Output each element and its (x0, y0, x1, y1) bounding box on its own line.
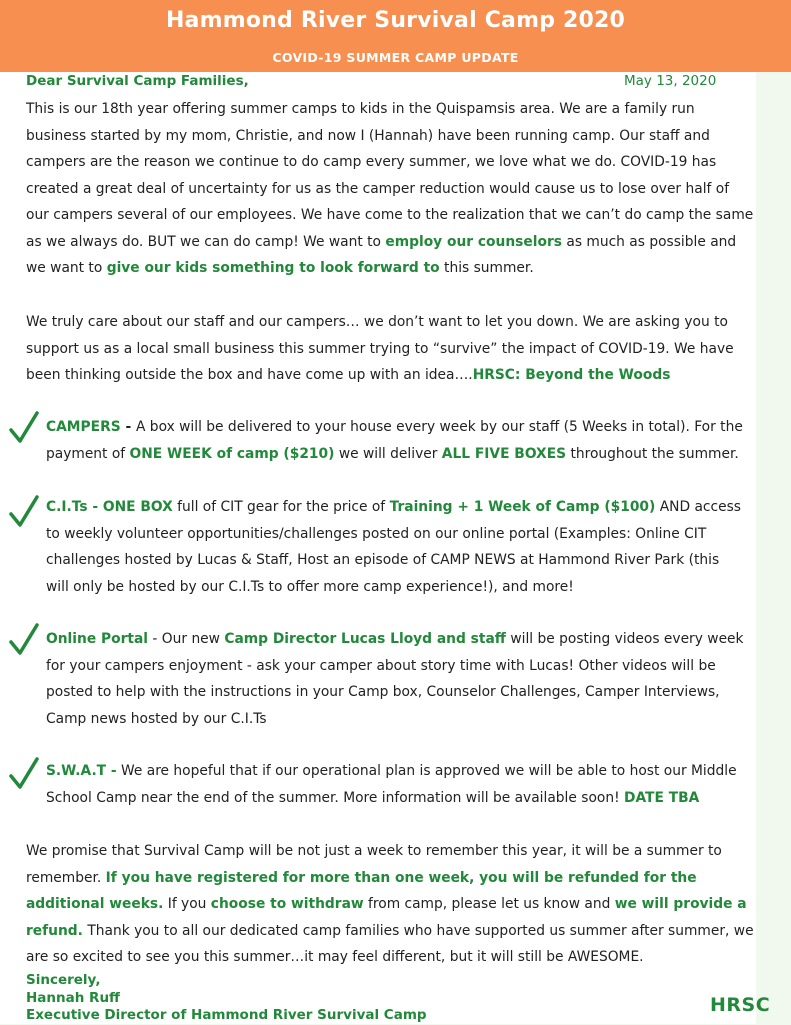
item-label: C.I.Ts - ONE BOX (46, 499, 173, 515)
item-highlight: DATE TBA (624, 789, 700, 806)
item-text: throughout the summer. (566, 445, 739, 462)
closing-highlight-refund: If you have registered for more than one week, you will be refunded for the additional weeks. (26, 869, 697, 912)
closing-text: We promise that Survival Camp will be not just a week to remember this year, it will be a summer to remember. (26, 843, 722, 886)
page-title: Hammond River Survival Camp 2020 (165, 8, 626, 33)
support-highlight: HRSC: Beyond the Woods (472, 367, 671, 383)
item-text: will be posting videos every week for your campers enjoyment - ask your camper about story time with Lucas! Other videos will be posted to help with the instructions in your Camp box, Counselor Challenges, Camper Interviews, Camp news hosted by our C.I.Ts (46, 631, 744, 727)
closing-highlight-withdraw: choose to withdraw (210, 896, 364, 912)
intro-text: this summer. (439, 260, 534, 276)
closing-word: Sincerely, (26, 972, 101, 988)
letter-date: May 13, 2020 (624, 73, 717, 89)
checkmark-icon (8, 756, 40, 790)
list-item-campers (46, 414, 746, 467)
closing-text: Thank you to all our dedicated camp families who have supported us summer after summer, we are so excited to see you this summer…it may feel different, but it will still be AWESOME. (26, 922, 754, 965)
closing-highlight-provide: we will provide a refund. (26, 896, 747, 939)
signature-block (26, 972, 427, 1025)
item-label: CAMPERS (46, 419, 121, 435)
header-banner (0, 0, 791, 72)
list-item-swat (46, 758, 746, 811)
list-item-online-portal (46, 626, 746, 732)
intro-text: as much as possible and we want to (26, 233, 737, 276)
item-highlight: ONE WEEK of camp ($210) (129, 445, 335, 462)
item-label: Online Portal (46, 631, 149, 647)
item-text: - Our new (148, 631, 225, 647)
closing-text: If you (163, 896, 211, 912)
item-text: full of CIT gear for the price of (172, 499, 390, 515)
item-text: We are hopeful that if our operational plan is approved we will be able to host our Middle School Camp near the end of the summer. More information will be available soon! (46, 763, 737, 806)
item-label: S.W.A.T - (46, 763, 117, 779)
list-item-cits (46, 494, 746, 600)
checkmark-icon (8, 410, 40, 444)
item-text: A box will be delivered to your house every week by our staff (5 Weeks in total). For the payment of (46, 419, 743, 462)
intro-paragraph (26, 96, 754, 282)
intro-highlight-employ: employ our counselors (385, 233, 562, 250)
salutation: Dear Survival Camp Families, (26, 73, 249, 89)
item-text: we will deliver (334, 445, 442, 462)
support-text: We truly care about our staff and our campers… we don’t want to let you down. We are asking you to support us as a local small business this summer trying to “survive” the impact of COVID-19. We have been thinking outside the box and have come up with an idea…. (26, 314, 734, 383)
page-subtitle: COVID-19 SUMMER CAMP UPDATE (272, 50, 519, 65)
intro-text: This is our 18th year offering summer camps to kids in the Quispamsis area. We are a family run business started by my mom, Christie, and now I (Hannah) have been running camp. Our staff and campers are the reason we continue to do camp every summer, we love what we do. COVID-19 has created a great deal of uncertainty for us as the camper reduction would cause us to lose over half of our campers several of our employees. We have come to the realization that we can’t do camp the same as we always do. BUT we can do camp! We want to (26, 101, 754, 250)
item-highlight: Training + 1 Week of Camp ($100) (389, 499, 656, 515)
intro-highlight-kids: give our kids something to look forward to (106, 260, 440, 276)
item-text: AND access to weekly volunteer opportunities/challenges posted on our online portal (Examples: Online CIT challenges hosted by Lucas & Staff, Host an episode of CAMP NEWS at Hammond River Park (this will only be hosted by our C.I.Ts to offer more camp experience!), and more! (46, 499, 741, 595)
item-highlight: ALL FIVE BOXES (441, 445, 567, 462)
closing-text: from camp, please let us know and (363, 896, 615, 912)
hrsc-logo: HRSC (710, 994, 771, 1016)
signer-title: Executive Director of Hammond River Survival Camp (26, 1007, 427, 1023)
signer-name: Hannah Ruff (26, 989, 120, 1006)
closing-paragraph (26, 838, 754, 971)
item-text: - (120, 419, 136, 435)
checkmark-icon (8, 622, 40, 656)
checkmark-icon (8, 494, 40, 528)
support-paragraph (26, 309, 754, 389)
item-highlight: Camp Director Lucas Lloyd and staff (224, 631, 506, 647)
